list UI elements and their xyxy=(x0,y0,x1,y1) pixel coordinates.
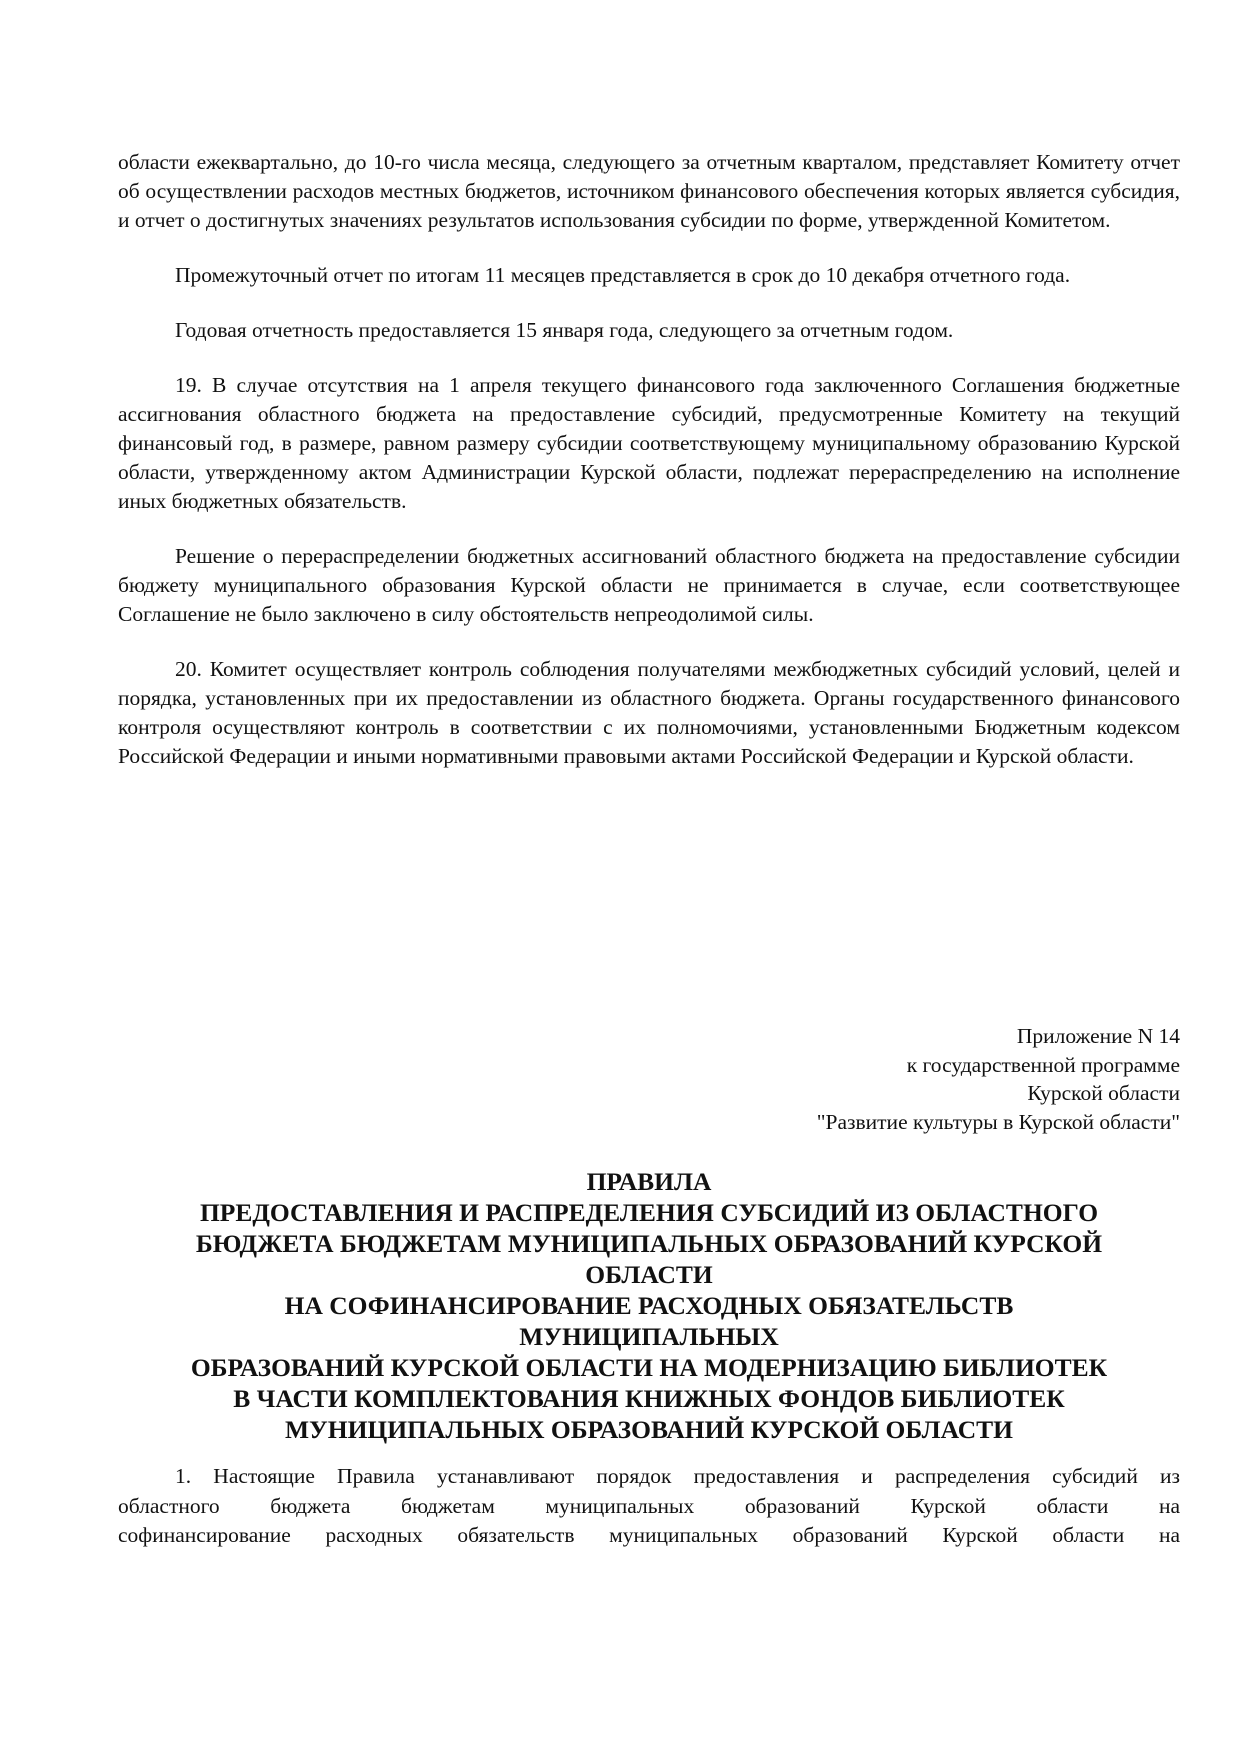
paragraph-report-quarterly: области ежеквартально, до 10-го числа месяца, следующего за отчетным кварталом, представляет Комитету отчет об осуществлении расходов местных бюджетов, источником финансового обеспечения которых является субсидия, и отчет о достигнутых значениях результатов использования субсидии по форме, утвержденной Комитетом. xyxy=(118,150,1180,232)
appendix-line: "Развитие культуры в Курской области" xyxy=(816,1109,1180,1134)
title-line: БЮДЖЕТА БЮДЖЕТАМ МУНИЦИПАЛЬНЫХ ОБРАЗОВАНИЙ КУРСКОЙ xyxy=(195,1229,1103,1258)
clause-1-line: 1. Настоящие Правила устанавливают порядок предоставления и распределения субсидий из xyxy=(175,1464,1180,1488)
title-line: МУНИЦИПАЛЬНЫХ ОБРАЗОВАНИЙ КУРСКОЙ ОБЛАСТИ xyxy=(284,1415,1014,1444)
title-line: В ЧАСТИ КОМПЛЕКТОВАНИЯ КНИЖНЫХ ФОНДОВ БИБЛИОТЕК xyxy=(233,1384,1065,1413)
title-line: НА СОФИНАНСИРОВАНИЕ РАСХОДНЫХ ОБЯЗАТЕЛЬСТВ xyxy=(284,1291,1014,1320)
appendix-line: Приложение N 14 xyxy=(1016,1024,1180,1048)
title-line: МУНИЦИПАЛЬНЫХ xyxy=(519,1322,779,1351)
clause-1-line: областного бюджета бюджетам муниципальных образований Курской области на xyxy=(118,1493,1180,1518)
title-line: ОБРАЗОВАНИЙ КУРСКОЙ ОБЛАСТИ НА МОДЕРНИЗАЦИЮ БИБЛИОТЕК xyxy=(190,1353,1108,1382)
appendix-line: Курской области xyxy=(1027,1081,1180,1105)
title-line: ОБЛАСТИ xyxy=(585,1260,713,1289)
appendix-reference xyxy=(580,1022,1180,1136)
document-body-top xyxy=(118,148,1180,771)
paragraph-clause-20: 20. Комитет осуществляет контроль соблюдения получателями межбюджетных субсидий условий, целей и порядка, установленных при их предоставлении из областного бюджета. Органы государственного финансового контроля осуществляют контроль в соответствии с их полномочиями, установленными Бюджетным кодексом Российской Федерации и иными нормативными правовыми актами Российской Федерации и Курской области. xyxy=(118,657,1180,768)
appendix-line: к государственной программе xyxy=(906,1052,1180,1077)
title-line: ПРАВИЛА xyxy=(586,1167,712,1196)
paragraph-redistribution-decision: Решение о перераспределении бюджетных ассигнований областного бюджета на предоставление субсидии бюджету муниципального образования Курской области не принимается в случае, если соответствующее Соглашение не было заключено в силу обстоятельств непреодолимой силы. xyxy=(118,544,1180,626)
clause-1-line: софинансирование расходных обязательств муниципальных образований Курской области на xyxy=(118,1523,1180,1547)
title-line: ПРЕДОСТАВЛЕНИЯ И РАСПРЕДЕЛЕНИЯ СУБСИДИЙ ИЗ ОБЛАСТНОГО xyxy=(199,1198,1099,1227)
rules-clause-1 xyxy=(118,1462,1180,1551)
paragraph-interim-report: Промежуточный отчет по итогам 11 месяцев представляется в срок до 10 декабря отчетного года. xyxy=(175,263,1071,287)
paragraph-clause-19: 19. В случае отсутствия на 1 апреля текущего финансового года заключенного Соглашения бюджетные ассигнования областного бюджета на предоставление субсидий, предусмотренные Комитету на текущий финансовый год, в размере, равном размеру субсидии соответствующему муниципальному образованию Курской области, утвержденному актом Администрации Курской области, подлежат перераспределению на исполнение иных бюджетных обязательств. xyxy=(118,373,1180,513)
rules-title xyxy=(118,1166,1180,1445)
paragraph-annual-report: Годовая отчетность предоставляется 15 января года, следующего за отчетным годом. xyxy=(175,318,954,342)
